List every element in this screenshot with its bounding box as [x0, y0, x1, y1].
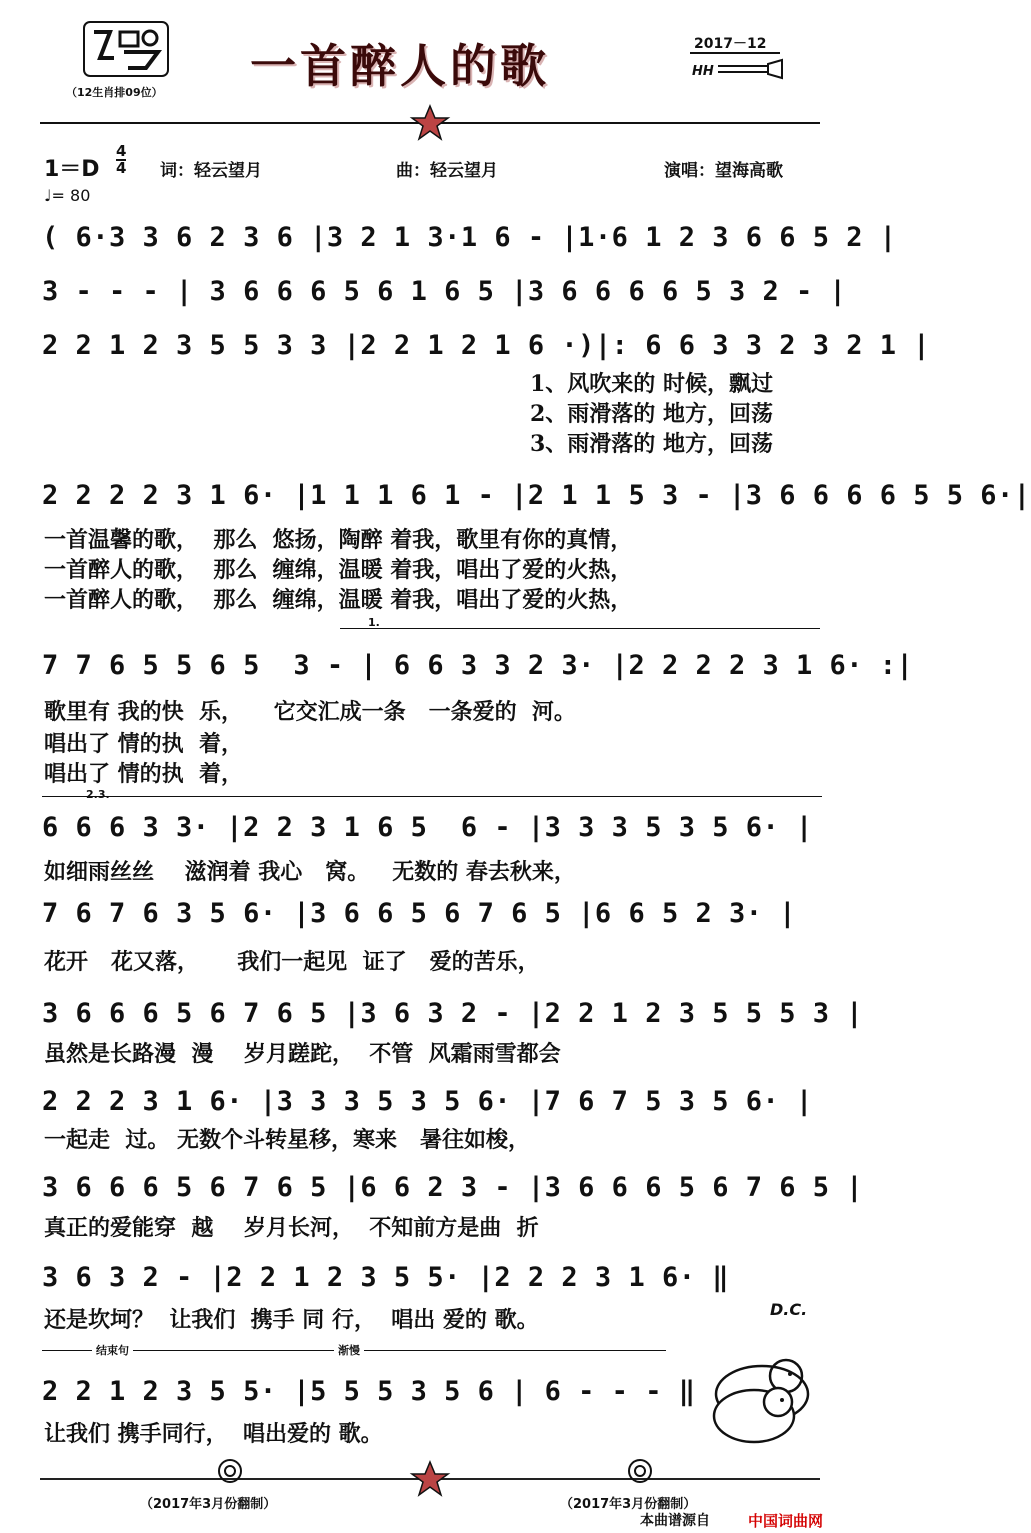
trombone-icon: [716, 58, 786, 84]
footer-date-left: （2017年3月份翻制）: [140, 1497, 277, 1512]
verse-start-2: 2、雨滑落的 地方，回荡: [530, 401, 773, 427]
score-line-4: 2 2 2 2 3 1 6· |1 1 1 6 1 - |2 1 1 5 3 - |3 6 6 6 6 5 5 6·|: [42, 480, 1031, 511]
score-line-5: 7 7 6 5 5 6 5 3 - | 6 6 3 3 2 3· |2 2 2 2 3 1 6· :|: [42, 650, 914, 681]
score-line-9: 2 2 2 3 1 6· |3 3 3 5 3 5 6· |7 6 7 5 3 5 6· |: [42, 1086, 813, 1117]
song-title: 一首醉人的歌: [250, 39, 550, 93]
ritardando-label: 渐慢: [334, 1342, 364, 1358]
lyric-4-1: 一首温馨的歌， 那么 悠扬，陶醉 着我，歌里有你的真情，: [44, 527, 633, 553]
maker-initials: HH: [692, 64, 714, 79]
score-line-11: 3 6 3 2 - |2 2 1 2 3 5 5· |2 2 2 3 1 6· ‖: [42, 1262, 729, 1293]
footer-flourish-right-icon: [620, 1456, 660, 1490]
score-line-6: 6 6 6 3 3· |2 2 3 1 6 5 6 - |3 3 3 5 3 5 6· |: [42, 812, 813, 843]
da-capo-mark: D.C.: [770, 1300, 808, 1319]
tempo-marking: ♩= 80: [44, 186, 91, 205]
score-line-3: 2 2 1 2 3 5 5 3 3 |2 2 1 2 1 6 ·)|: 6 6 3 3 2 3 2 1 |: [42, 330, 931, 361]
ending-label: 结束句: [92, 1342, 133, 1358]
source-label: 本曲谱源自: [640, 1513, 710, 1529]
bears-illustration-icon: [700, 1350, 820, 1454]
score-line-10: 3 6 6 6 5 6 7 6 5 |6 6 2 3 - |3 6 6 6 5 6 7 6 5 |: [42, 1172, 864, 1203]
volta-1-label: 1.: [368, 616, 380, 629]
footer-flourish-left-icon: [210, 1456, 250, 1490]
volta-23-bracket: [42, 796, 822, 797]
volta-1-bracket: [340, 628, 820, 629]
score-line-7: 7 6 7 6 3 5 6· |3 6 6 5 6 7 6 5 |6 6 5 2 3· |: [42, 898, 796, 929]
lyric-6: 如细雨丝丝 滋润着 我心 窝。 无数的 春去秋来，: [44, 859, 576, 885]
footer-star-icon: [410, 1460, 450, 1502]
lyric-11: 还是坎坷？ 让我们 携手 同 行， 唱出 爱的 歌。: [44, 1307, 539, 1333]
lyric-7: 花开 花又落， 我们一起见 证了 爱的苦乐，: [44, 949, 540, 975]
singer: 演唱：望海高歌: [664, 161, 783, 181]
time-signature: 4 4: [116, 142, 127, 177]
date-underline: [690, 52, 780, 54]
lyric-9: 一起走 过。 无数个斗转星移，寒来 暑往如梭，: [44, 1127, 530, 1153]
lyric-5-1: 歌里有 我的快 乐， 它交汇成一条 一条爱的 河。: [44, 699, 576, 725]
logo: [80, 18, 172, 80]
arrange-date: 2017－12: [694, 36, 767, 52]
verse-start-3: 3、雨滑落的 地方，回荡: [530, 431, 773, 457]
composer: 曲：轻云望月: [396, 161, 498, 181]
score-line-2: 3 - - - | 3 6 6 6 5 6 1 6 5 |3 6 6 6 6 5 3 2 - |: [42, 276, 847, 307]
verse-start-1: 1、风吹来的 时候，飘过: [530, 371, 773, 397]
source-site-link[interactable]: 中国词曲网: [748, 1512, 824, 1530]
lyric-4-2: 一首醉人的歌， 那么 缠绵，温暖 着我，唱出了爱的火热，: [44, 557, 633, 583]
score-line-8: 3 6 6 6 5 6 7 6 5 |3 6 3 2 - |2 2 1 2 3 5 5 5 3 |: [42, 998, 864, 1029]
star-ornament-icon: [410, 104, 450, 146]
lyric-5-3: 唱出了 情的执 着，: [44, 761, 243, 787]
key-signature: 1＝D: [44, 157, 100, 182]
lyric-5-2: 唱出了 情的执 着，: [44, 731, 243, 757]
score-line-1: ( 6·3 3 6 2 3 6 |3 2 1 3·1 6 - |1·6 1 2 3 6 6 5 2 |: [42, 222, 897, 253]
score-line-12: 2 2 1 2 3 5 5· |5 5 5 3 5 6 | 6 - - - ‖: [42, 1376, 696, 1407]
volta-23-label: 2.3.: [86, 788, 110, 801]
lyric-10: 真正的爱能穿 越 岁月长河， 不知前方是曲 折: [44, 1215, 539, 1241]
footer-date-right: （2017年3月份翻制）: [560, 1497, 697, 1512]
logo-caption: （12生肖排09位）: [66, 86, 163, 99]
lyricist: 词：轻云望月: [160, 161, 262, 181]
lyric-8: 虽然是长路漫 漫 岁月蹉跎， 不管 风霜雨雪都会: [44, 1041, 561, 1067]
lyric-12: 让我们 携手同行， 唱出爱的 歌。: [44, 1421, 383, 1447]
lyric-4-3: 一首醉人的歌， 那么 缠绵，温暖 着我，唱出了爱的火热，: [44, 587, 633, 613]
